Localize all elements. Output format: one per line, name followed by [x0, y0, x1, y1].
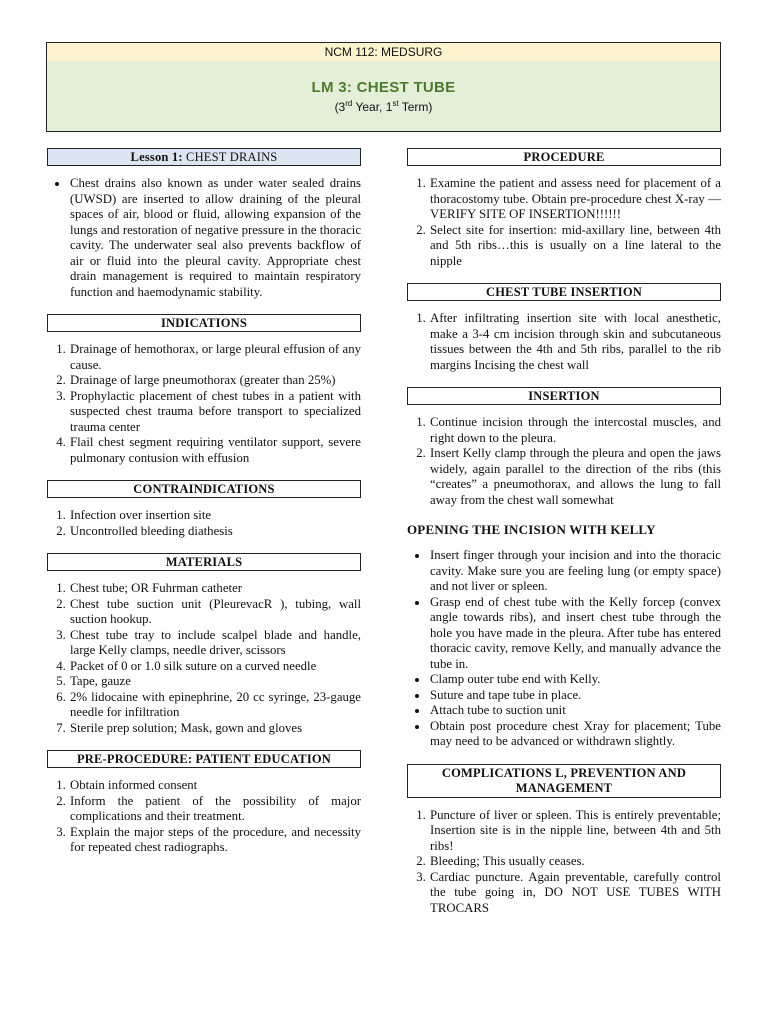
indications-heading: INDICATIONS: [47, 314, 361, 332]
complications-heading: COMPLICATIONS L, PREVENTION AND MANAGEMENT: [407, 764, 721, 798]
complications-list: [407, 808, 721, 917]
chest-tube-insertion-list: [407, 311, 721, 373]
list-item: 3. Chest tube tray to include scalpel blade and handle, large Kelly clamps, needle driver, scissors: [69, 628, 361, 659]
list-item: 1. Chest tube; OR Fuhrman catheter: [69, 581, 361, 597]
list-item: 1. Drainage of hemothorax, or large pleural effusion of any cause.: [69, 342, 361, 373]
opening-incision-heading: OPENING THE INCISION WITH KELLY: [407, 522, 656, 537]
insertion-heading: INSERTION: [407, 387, 721, 405]
list-item: • Attach tube to suction unit: [429, 703, 721, 719]
list-item: 1. Examine the patient and assess need for placement of a thoracostomy tube. Obtain pre-procedure chest X-ray — VERIFY SITE OF INSERTION!!!!!!: [429, 176, 721, 223]
materials-heading: MATERIALS: [47, 553, 361, 571]
list-item: • Suture and tape tube in place.: [429, 688, 721, 704]
pre-procedure-heading: PRE-PROCEDURE: PATIENT EDUCATION: [47, 750, 361, 768]
lesson-heading: Lesson 1: CHEST DRAINS: [47, 148, 361, 166]
indications-list: [47, 342, 361, 466]
list-item: 1. Puncture of liver or spleen. This is entirely preventable; Insertion site is in the nipple line, between 4th and 5th ribs!: [429, 808, 721, 855]
list-item: 3. Cardiac puncture. Again preventable, carefully control the tube going in, DO NOT USE TUBES WITH TROCARS: [429, 870, 721, 917]
list-item: 1. After infiltrating insertion site with local anesthetic, make a 3-4 cm incision through skin and subcutaneous tissues between the 4th and 5th ribs, parallel to the rib margins Incising the chest wall: [429, 311, 721, 373]
list-item: 4. Flail chest segment requiring ventilator support, severe pulmonary contusion with effusion: [69, 435, 361, 466]
procedure-list: [407, 176, 721, 269]
list-item: • Grasp end of chest tube with the Kelly forcep (convex angle towards ribs), and insert chest tube through the hole you have made in the pleura. After tube has entered thoracic cavity, remove Kelly, and manually advance the tube in.: [429, 595, 721, 673]
list-item: 2. Chest tube suction unit (PleurevacR ), tubing, wall suction hookup.: [69, 597, 361, 628]
list-item: 2. Drainage of large pneumothorax (greater than 25%): [69, 373, 361, 389]
list-item: 7. Sterile prep solution; Mask, gown and gloves: [69, 721, 361, 737]
list-item: 2. Insert Kelly clamp through the pleura and open the jaws widely, again parallel to the direction of the ribs (this “creates” a pneumothorax, and allows the lung to fall away from the chest wall somewhat: [429, 446, 721, 508]
module-subtitle: (3rd Year, 1st Term): [334, 99, 433, 114]
list-item: • Clamp outer tube end with Kelly.: [429, 672, 721, 688]
list-item: 4. Packet of 0 or 1.0 silk suture on a curved needle: [69, 659, 361, 675]
contraindications-list: [47, 508, 361, 539]
procedure-heading: PROCEDURE: [407, 148, 721, 166]
list-item: 2. Bleeding; This usually ceases.: [429, 854, 721, 870]
list-item: 2. Select site for insertion: mid-axillary line, between 4th and 5th ribs…this is usually on a line lateral to the nipple: [429, 223, 721, 270]
list-item: • Obtain post procedure chest Xray for placement; Tube may need to be advanced or withdrawn slightly.: [429, 719, 721, 750]
chest-tube-insertion-heading: CHEST TUBE INSERTION: [407, 283, 721, 301]
materials-list: [47, 581, 361, 736]
lesson-intro-list: [47, 176, 361, 300]
opening-incision-list: [407, 548, 721, 750]
list-item: 1. Infection over insertion site: [69, 508, 361, 524]
list-item: 2. Inform the patient of the possibility of major complications and their treatment.: [69, 794, 361, 825]
list-item: 6. 2% lidocaine with epinephrine, 20 cc syringe, 23-gauge needle for infiltration: [69, 690, 361, 721]
insertion-list: [407, 415, 721, 508]
right-column: [407, 148, 721, 916]
pre-procedure-list: [47, 778, 361, 856]
course-header: NCM 112: MEDSURG: [46, 42, 721, 62]
list-item: 3. Prophylactic placement of chest tubes in a patient with suspected chest trauma before transport to specialized trauma center: [69, 389, 361, 436]
left-column: [47, 148, 361, 856]
list-item: • Insert finger through your incision and into the thoracic cavity. Make sure you are feeling lung (or empty space) and not liver or spleen.: [429, 548, 721, 595]
title-banner: [46, 61, 721, 132]
list-item: 1. Obtain informed consent: [69, 778, 361, 794]
list-item: 2. Uncontrolled bleeding diathesis: [69, 524, 361, 540]
list-item: 3. Explain the major steps of the procedure, and necessity for repeated chest radiographs.: [69, 825, 361, 856]
contraindications-heading: CONTRAINDICATIONS: [47, 480, 361, 498]
list-item: 5. Tape, gauze: [69, 674, 361, 690]
list-item: 1. Continue incision through the intercostal muscles, and right down to the pleura.: [429, 415, 721, 446]
lesson-intro: • Chest drains also known as under water sealed drains (UWSD) are inserted to allow draining of the pleural spaces of air, blood or fluid, allowing expansion of the lungs and restoration of negative pressure in the thoracic cavity. The underwater seal also prevents backflow of air or fluid into the pleural cavity. Appropriate chest drain management is required to maintain respiratory function and haemodynamic stability.: [69, 176, 361, 300]
module-title: LM 3: CHEST TUBE: [311, 79, 456, 96]
